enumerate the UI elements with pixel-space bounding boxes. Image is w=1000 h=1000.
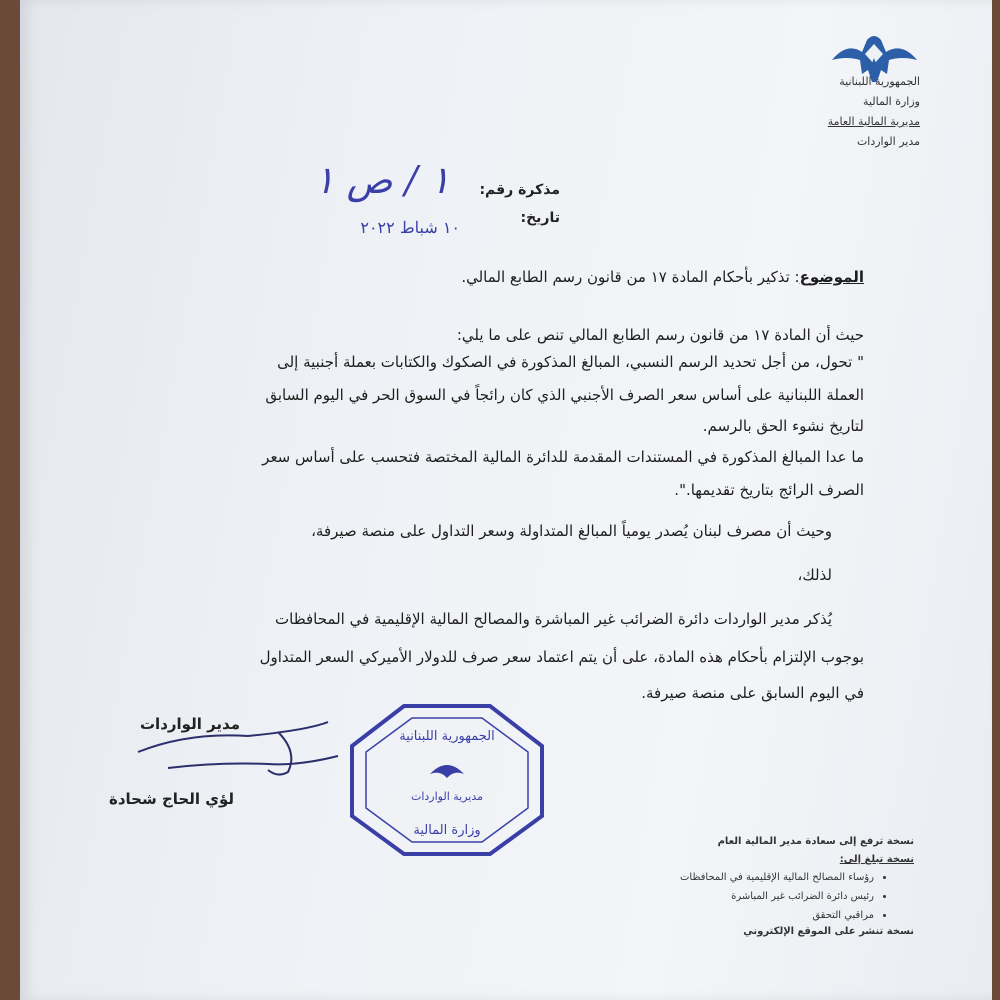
subject-line: [461, 268, 864, 286]
body-line: وحيث أن مصرف لبنان يُصدر يومياً المبالغ المتداولة وسعر التداول على منصة صيرفة،: [311, 522, 832, 540]
header-revenue-director: مدير الواردات: [856, 135, 920, 148]
subject-label: الموضوع: [799, 268, 864, 286]
stamp-bottom-text: وزارة المالية: [413, 823, 481, 838]
publish-note: نسخة تنشر على الموقع الإلكتروني: [743, 926, 914, 937]
body-line: في اليوم السابق على منصة صيرفة.: [641, 684, 864, 702]
body-line: " تحول، من أجل تحديد الرسم النسبي، المبالغ المذكورة في الصكوك والكتابات بعملة أجنبية إلى: [277, 353, 864, 371]
memo-number-label: مذكرة رقم:: [479, 182, 560, 198]
list-item: • رئيس دائرة الضرائب غير المباشرة: [680, 889, 874, 904]
stamp-cedar-icon: [430, 765, 464, 778]
copy-to-director: نسخة ترفع إلى سعادة مدير المالية العام: [717, 836, 914, 847]
header-block: [828, 74, 920, 150]
header-ministry: وزارة المالية: [863, 95, 920, 108]
body-line: ما عدا المبالغ المذكورة في المستندات المقدمة للدائرة المالية المختصة فتحسب على أساس سعر: [262, 448, 864, 466]
official-stamp: [342, 700, 552, 860]
signature-title: مدير الواردات: [139, 715, 240, 733]
signatory-name: لؤي الحاج شحادة: [108, 790, 234, 808]
handwritten-signature: [128, 712, 348, 782]
body-line: بوجوب الإلتزام بأحكام هذه المادة، على أن يتم اعتماد سعر صرف للدولار الأميركي السعر المتداول: [259, 648, 864, 666]
list-item: • مراقبي التحقق: [680, 908, 874, 923]
document-page: [20, 0, 992, 1000]
body-line: الصرف الرائج بتاريخ تقديمها.".: [674, 481, 864, 499]
memo-date-label: تاريخ:: [520, 210, 560, 226]
memo-number-value: ١ / ص ١: [314, 158, 450, 202]
body-line: حيث أن المادة ١٧ من قانون رسم الطابع المالي تنص على ما يلي:: [456, 326, 864, 344]
notify-label: نسخة تبلغ إلى:: [839, 854, 914, 865]
header-republic: الجمهورية اللبنانية: [839, 75, 920, 88]
body-line: لذلك،: [797, 566, 832, 584]
memo-date-value: ١٠ شباط ٢٠٢٢: [360, 218, 460, 237]
header-directorate: مديرية المالية العامة: [827, 115, 920, 128]
stamp-center-text: مديرية الواردات: [410, 790, 484, 803]
notify-list: [680, 870, 892, 927]
body-line: يُذكر مدير الواردات دائرة الضرائب غير المباشرة والمصالح المالية الإقليمية في المحافظات: [275, 610, 832, 628]
list-item: • رؤساء المصالح المالية الإقليمية في المحافظات: [680, 870, 874, 885]
body-line: العملة اللبنانية على أساس سعر الصرف الأجنبي الذي كان رائجاً في السوق الحر في اليوم السابق: [265, 386, 864, 404]
subject-text: : تذكير بأحكام المادة ١٧ من قانون رسم الطابع المالي.: [461, 268, 800, 286]
body-line: لتاريخ نشوء الحق بالرسم.: [702, 417, 864, 435]
stamp-top-text: الجمهورية اللبنانية: [399, 729, 495, 744]
